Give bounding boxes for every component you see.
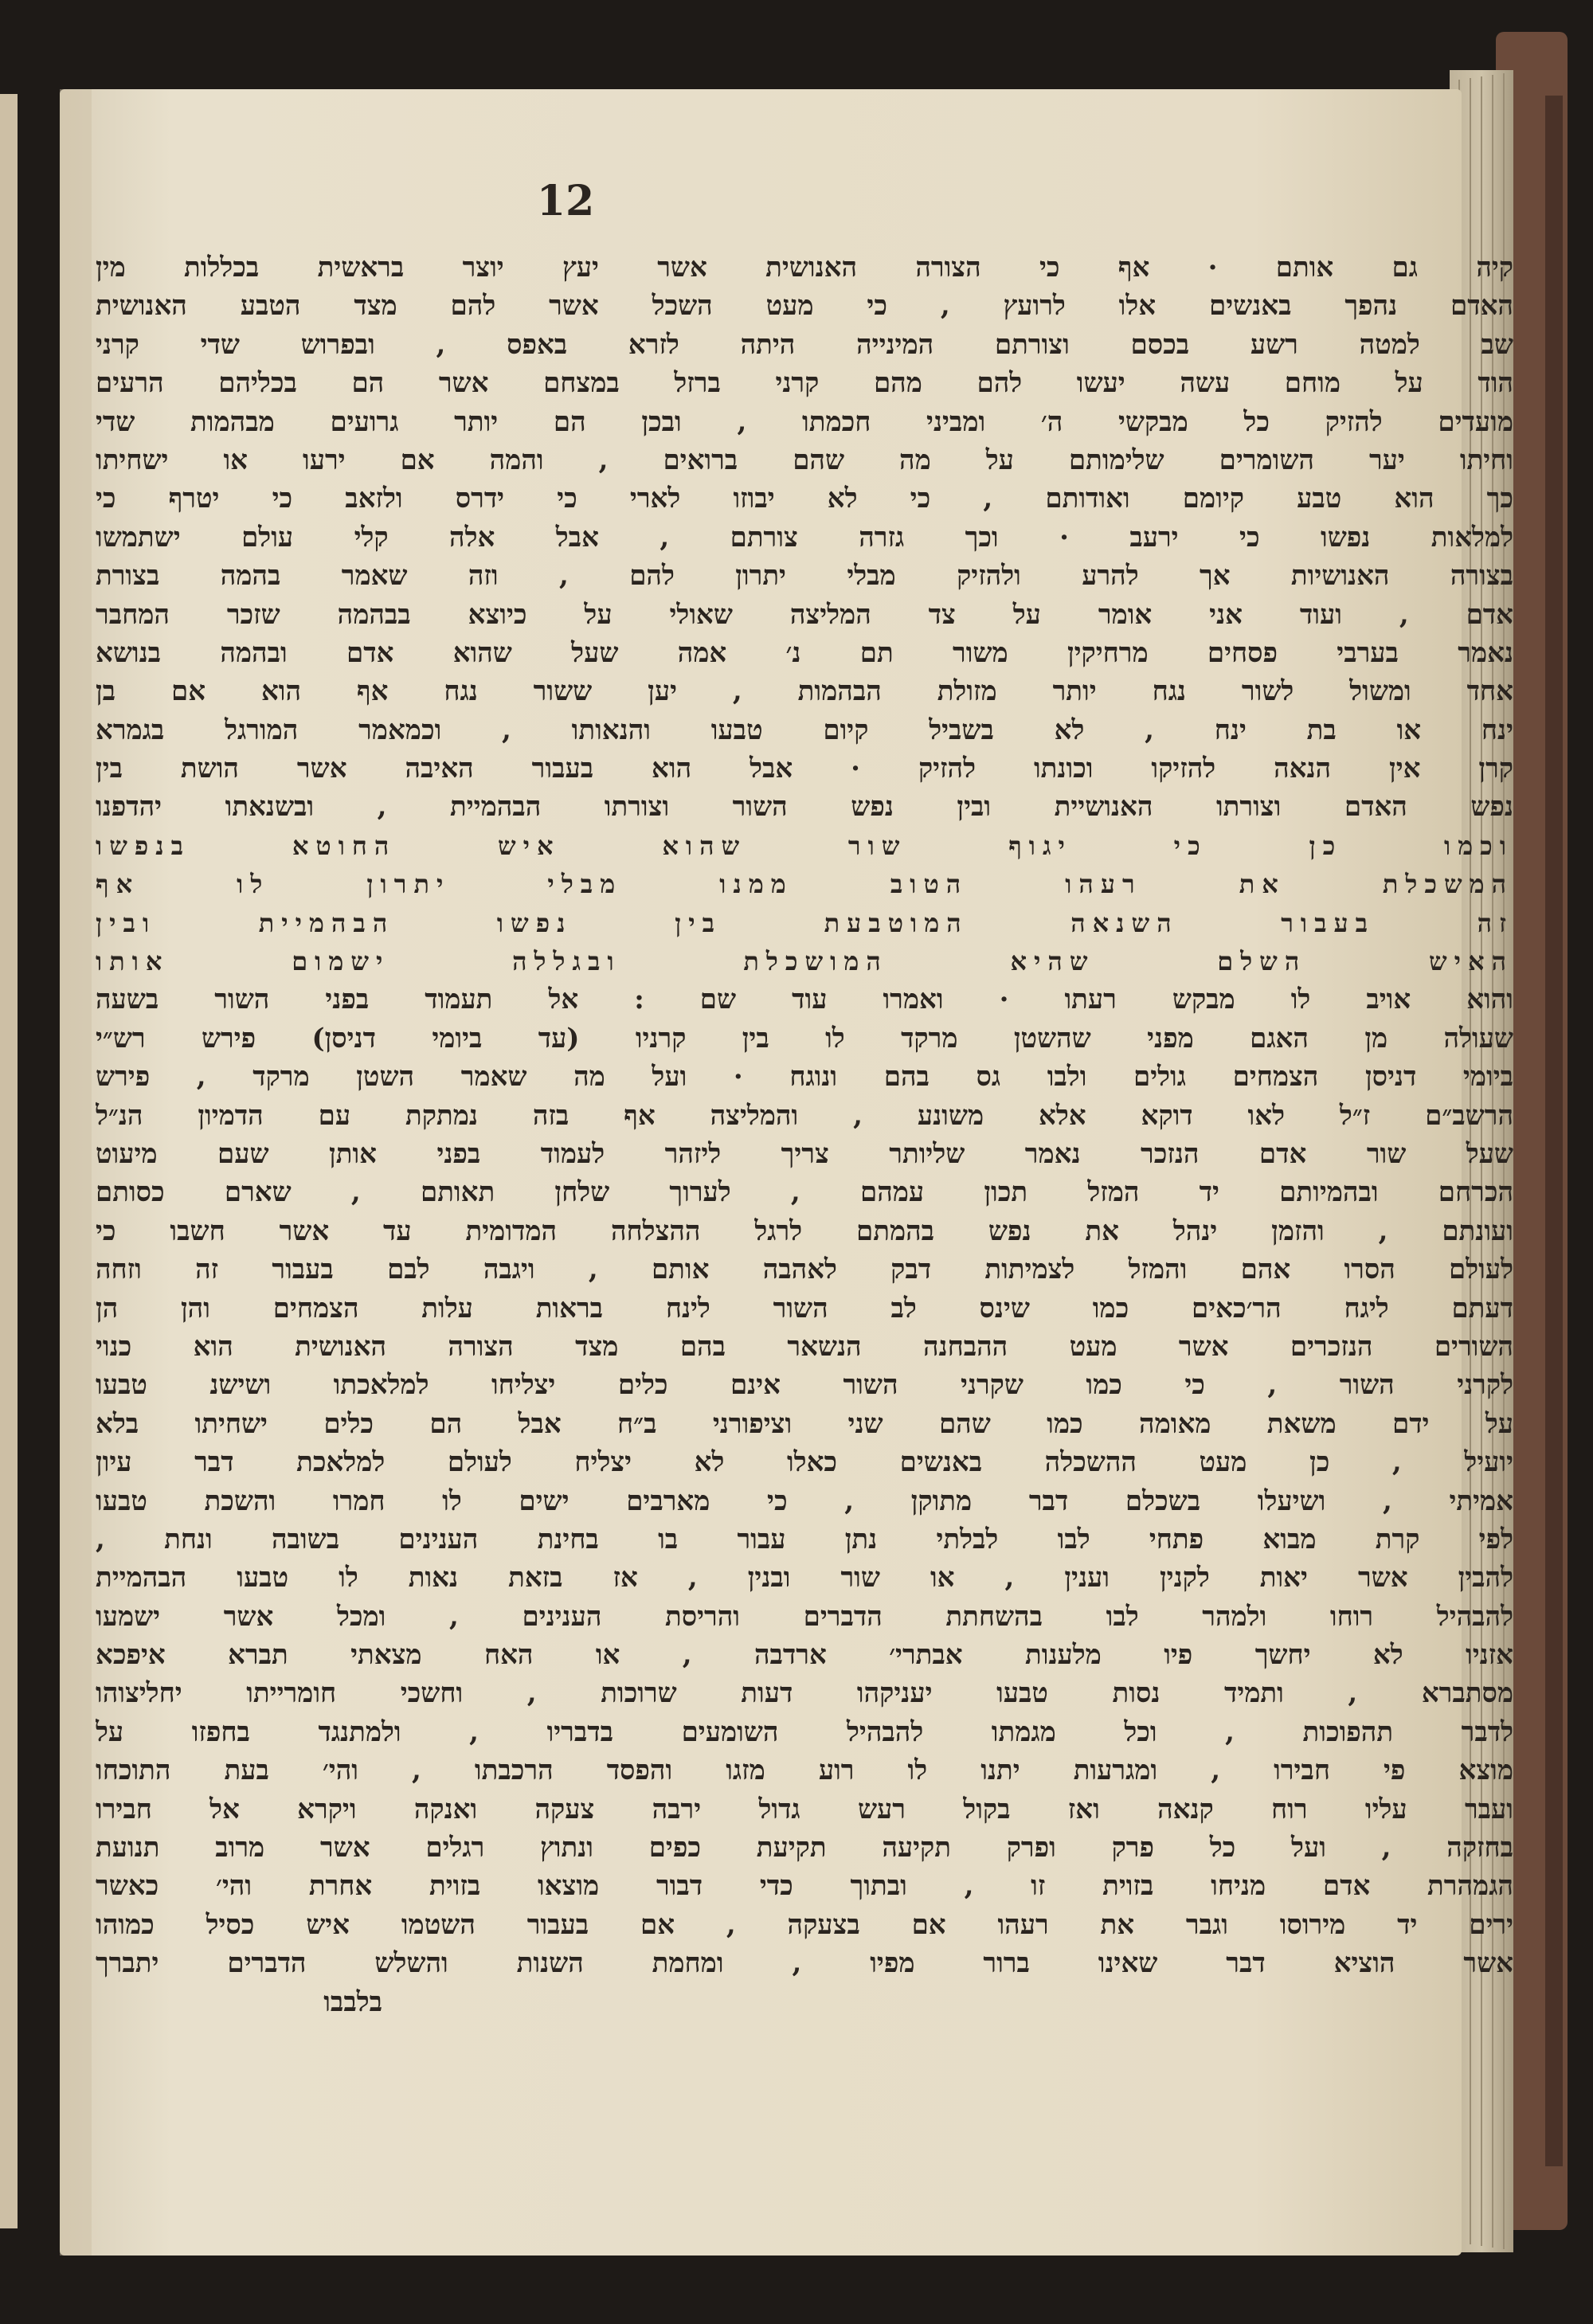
text-line: קיה גם אותם · אף כי הצורה האנושית אשר יעץ יוצר בראשית בכללות מין bbox=[96, 252, 1513, 284]
text-line: בצורה האנושיות אך להרע ולהזיק מבלי יתרון להם , וזה שאמר בהמה בצורת bbox=[96, 560, 1513, 593]
facing-page-edge bbox=[0, 94, 18, 2228]
text-line: דעתם ליגח הר׳כאים כמו שינס לב השור לינח בראות עלות הצמחים והן הן bbox=[96, 1292, 1513, 1324]
text-line-spaced: המשכלת את רעהו הטוב ממנו מבלי יתרון לו אף bbox=[96, 869, 1513, 900]
text-line: ביומי דניסן הצמחים גולים ולבו גס בהם ונוגח · ועל מה שאמר השטן מרקד , פירש bbox=[96, 1061, 1513, 1094]
text-line: לפי קרת מבוא פתחי לבו לבלתי נתן עבור בו בחינת הענינים בשובה ונחת , bbox=[96, 1523, 1513, 1555]
text-line: להבהיל רוחו ולמהר לבו בהשחתת הדברים והריסת הענינים , ומכל אשר ישמעו bbox=[96, 1600, 1513, 1633]
text-line-last: בלבבו bbox=[323, 1986, 382, 2018]
text-line: אדם , ועוד אני אומר על צד המליצה שאולי על כיוצא בבהמה שזכר המחבר bbox=[96, 598, 1513, 631]
text-line-spaced: זה בעבור השנאה המוטבעת בין נפשו הבהמיית ובין bbox=[96, 907, 1513, 938]
text-line: ינח או בת ינח , לא בשביל קיום טבעו והנאותו , וכמאמר המורגל בגמרא bbox=[96, 714, 1513, 746]
text-line: כך הוא טבע קיומם ואודותם , כי לא יבוזו לארי כי ידרס ולזאב כי יטרף כי bbox=[96, 483, 1513, 515]
text-line: הרשב״ם ז״ל לאו דוקא אלא משונע , והמליצה אף בזה נמתקת עם הדמיון הנ״ל bbox=[96, 1099, 1513, 1132]
page-number: 12 bbox=[536, 177, 595, 225]
text-line: בחזקה , ועל כל פרק ופרק תקיעה תקיעת כפים ונתוץ רגלים אשר מרוב תנועת bbox=[96, 1832, 1513, 1864]
text-line: מסתברא , ותמיד נסות טבעו יעניקהו דעות שרוכות , וחשכי חומרייתו יחליצוהו bbox=[96, 1677, 1513, 1710]
text-line: שעל שור אדם הנזכר נאמר שליותר צריך ליזהר לעמוד בפני אותן שעם מיעוט bbox=[96, 1137, 1513, 1170]
text-line: הוד על מוחם עשה יעשו להם מהם קרני ברזל במצחם אשר הם בכליהם הרעים bbox=[96, 367, 1513, 400]
text-line: נאמר בערבי פסחים מרחיקין משור תם נ׳ אמה שעל שהוא אדם ובהמה בנושא bbox=[96, 636, 1513, 669]
hebrew-text-block bbox=[96, 248, 1513, 2021]
text-line: נפש האדם וצורתו האנושיית ובין נפש השור וצורתו הבהמיית , ובשנאתו יהדפנו bbox=[96, 791, 1513, 824]
text-line: ועונתם , והזמן ינהל את נפש בהמתם לרגל ההצלחה המדומית עד אשר חשבו כי bbox=[96, 1215, 1513, 1247]
text-line: להבין אשר יאות לקנין וענין , או שור ובנין , אז בזאת נאות לו טבעו הבהמיית bbox=[96, 1562, 1513, 1594]
text-line: שעולה מן האגם מפני שהשטן מרקד לו בין קרניו (עד ביומי דניסן) פירש רש״י bbox=[96, 1022, 1513, 1054]
text-line: מועדים להזיק כל מבקשי ה׳ ומביני חכמתו , ובכן הם יותר גרועים מבהמות שדי bbox=[96, 405, 1513, 438]
text-line: יועיל , כן מעט ההשכלה באנשים כאלו לא יצליח לעולם למלאכת דבר עיון bbox=[96, 1446, 1513, 1479]
text-line: וחיתו יער השומרים שלימותם על מה שהם ברואים , והמה אם ירעו או ישחיתו bbox=[96, 444, 1513, 476]
text-line: האדם נהפך באנשים אלו לרועץ , כי מעט השכל אשר להם מצד הטבע האנושית bbox=[96, 290, 1513, 323]
text-line: שב למטה רשע בכסם וצורתם המינייה היתה לזרא באפס , ובפרוש שדי קרני bbox=[96, 328, 1513, 361]
text-line: למלאות נפשו כי ירעב · וכך גזרה צורתם , אבל אלה קלי עולם ישתמשו bbox=[96, 521, 1513, 554]
text-line: לדבר תהפוכות , וכל מגמתו להבהיל השומעים בדבריו , ולמתנגד בחפזו על bbox=[96, 1716, 1513, 1748]
text-line: אשר הוציא דבר שאינו ברור מפיו , ומחמת השנות והשלש הדברים יתברך bbox=[96, 1947, 1513, 1980]
text-line: אחד ומשול לשור נגח יותר מזולת הבהמות , יען ששור נגח אף הוא אם בן bbox=[96, 675, 1513, 708]
text-line: השורים הנזכרים אשר מעט ההבחנה הנשאר בהם מצד הצורה האנושית הוא כנוי bbox=[96, 1330, 1513, 1363]
text-line-spaced: האיש השלם שהיא המושכלת ובגללה ישמום אותו bbox=[96, 946, 1513, 977]
text-line: ירים יד מירוסו וגבר את רעהו אם בצעקה , אם בעבור השטמו איש כסיל כמוהו bbox=[96, 1908, 1513, 1941]
text-line: אמיתי , ושיעלו בשכלם דבר מתוקן , כי מארבים ישים לו חמרו והשכת טבעו bbox=[96, 1485, 1513, 1517]
text-line-spaced: וכמו כן כי יגוף שור שהוא איש החוטא בנפשו bbox=[96, 830, 1513, 861]
text-line: הגמהרת אדם מניחו בזוית זו , ובתוך כדי דבור מוצאו בזוית אחרת והי׳ כאשר bbox=[96, 1870, 1513, 1903]
text-line: והוא אויב לו מבקש רעתו · ואמרו עוד שם : אל תעמוד בפני השור בשעה bbox=[96, 984, 1513, 1016]
text-line: קרן אין הנאה להזיקו וכונתו להזיק · אבל הוא בעבור האיבה אשר הושת בין bbox=[96, 753, 1513, 785]
text-line: לעולם הסרו אהם והמזל לצמיתות דבק לאהבה אותם , ויגבה לבם בעבור זה וזחה bbox=[96, 1254, 1513, 1286]
text-line: על ידם משאת מאומה כמו שהם שני וציפורני ב״ח אבל הם כלים ישחיתו בלא bbox=[96, 1407, 1513, 1440]
text-line: הכרחם ובהמיותם יד המזל תכון עמהם , לערוך שלחן תאותם , שארם כסותם bbox=[96, 1176, 1513, 1209]
text-line: מוצא פי חבירו , ומגרעות יתנו לו רוע מזגו והפסד הרכבתו , והי׳ בעת התוכחו bbox=[96, 1755, 1513, 1787]
text-line: לקרני השור , כי כמו שקרני השור אינם כלים יצליחו למלאכתו ושישנ טבעו bbox=[96, 1369, 1513, 1402]
text-line: אזניו לא יחשך פיו מלענות אבתרי׳ ארדבה , או האח מצאתי תברא איפכא bbox=[96, 1639, 1513, 1672]
text-line: ועבר עליו רוח קנאה ואז בקול רעש גדול ירבה צעקה ואנקה ויקרא אל חבירו bbox=[96, 1793, 1513, 1825]
